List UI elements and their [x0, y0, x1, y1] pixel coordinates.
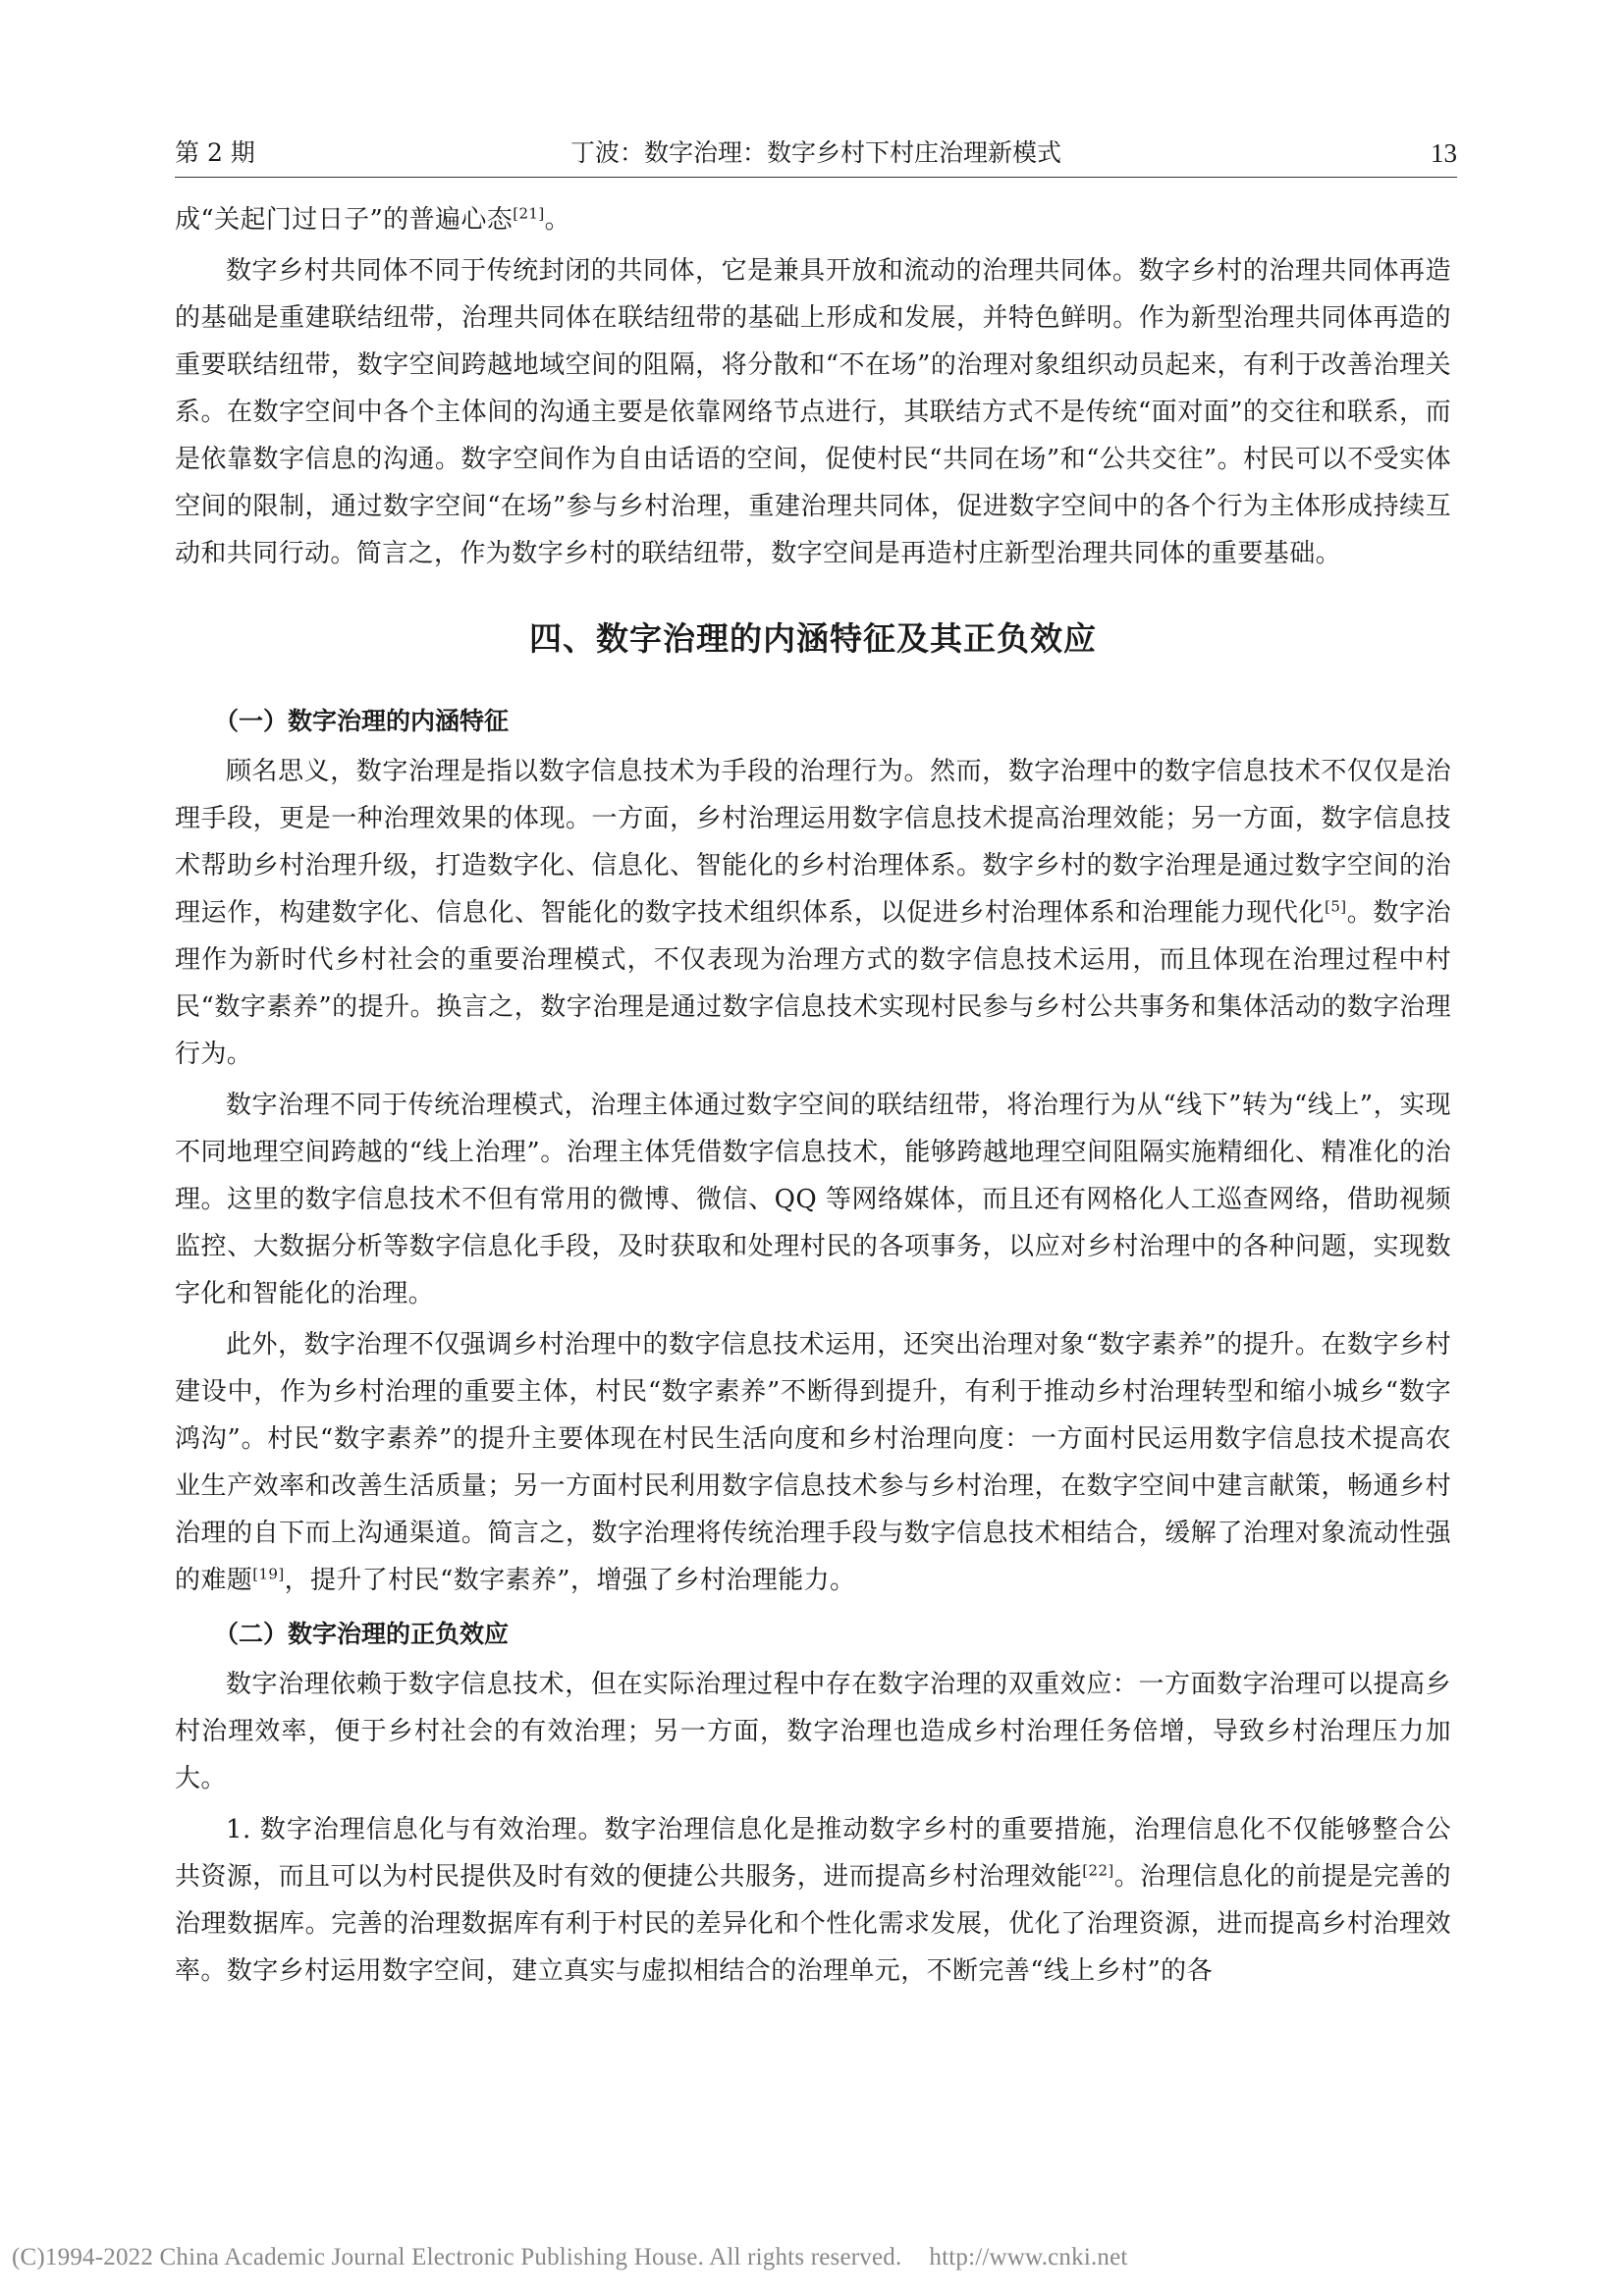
cnki-url: http://www.cnki.net	[929, 2244, 1128, 2270]
paragraph-informatization	[175, 1806, 1451, 1995]
citation-19: [19]	[252, 1565, 285, 1583]
paragraph-informatization-text-2: 。治理信息化的前提是完善的治理数据库。完善的治理数据库有利于村民的差异化和个性化需求发展，优化了治理资源，进而提高乡村治理效率。数字乡村运用数字空间，建立真实与虚拟相结合的治理单元，不断完善“线上乡村”的各	[175, 1862, 1451, 1986]
subsection-title-1: （一）数字治理的内涵特征	[214, 707, 510, 735]
copyright-notice: (C)1994-2022 China Academic Journal Electronic Publishing House. All rights reserved.	[12, 2244, 902, 2270]
paragraph-literacy	[175, 1321, 1451, 1604]
paragraph-literacy-text-1: 此外，数字治理不仅强调乡村治理中的数字信息技术运用，还突出治理对象“数字素养”的提升。在数字乡村建设中，作为乡村治理的重要主体，村民“数字素养”不断得到提升，有利于推动乡村治理转型和缩小城乡“数字鸿沟”。村民“数字素养”的提升主要体现在村民生活向度和乡村治理向度：一方面村民运用数字信息技术提高农业生产效率和改善生活质量；另一方面村民利用数字信息技术参与乡村治理，在数字空间中建言献策，畅通乡村治理的自下而上沟通渠道。简言之，数字治理将传统治理手段与数字信息技术相结合，缓解了治理对象流动性强的难题	[175, 1330, 1451, 1595]
section-title: 四、数字治理的内涵特征及其正负效应	[529, 619, 1097, 658]
paragraph-literacy-text-2: ，提升了村民“数字素养”，增强了乡村治理能力。	[284, 1566, 856, 1595]
header-rule	[175, 177, 1457, 178]
continuation-text: 成“关起门过日子”的普遍心态	[175, 205, 514, 235]
paragraph-meaning	[175, 748, 1451, 1078]
running-header	[175, 133, 1457, 173]
citation-22: [22]	[1082, 1861, 1114, 1880]
continuation-paragraph	[175, 196, 1451, 243]
continuation-end: 。	[544, 205, 570, 235]
footer-copyright	[12, 2244, 1128, 2271]
paragraph-community: 数字乡村共同体不同于传统封闭的共同体，它是兼具开放和流动的治理共同体。数字乡村的治理共同体再造的基础是重建联结纽带，治理共同体在联结纽带的基础上形成和发展，并特色鲜明。作为新型治理共同体再造的重要联结纽带，数字空间跨越地域空间的阻隔，将分散和“不在场”的治理对象组织动员起来，有利于改善治理关系。在数字空间中各个主体间的沟通主要是依靠网络节点进行，其联结方式不是传统“面对面”的交往和联系，而是依靠数字信息的沟通。数字空间作为自由话语的空间，促使村民“共同在场”和“公共交往”。村民可以不受实体空间的限制，通过数字空间“在场”参与乡村治理，重建治理共同体，促进数字空间中的各个行为主体形成持续互动和共同行动。简言之，作为数字乡村的联结纽带，数字空间是再造村庄新型治理共同体的重要基础。	[175, 256, 1451, 568]
paragraph-online: 数字治理不同于传统治理模式，治理主体通过数字空间的联结纽带，将治理行为从“线下”转为“线上”，实现不同地理空间跨越的“线上治理”。治理主体凭借数字信息技术，能够跨越地理空间阻隔实施精细化、精准化的治理。这里的数字信息技术不但有常用的微博、微信、QQ 等网络媒体，而且还有网格化人工巡查网络，借助视频监控、大数据分析等数字信息化手段，及时获取和处理村民的各项事务，以应对乡村治理中的各种问题，实现数字化和智能化的治理。	[175, 1091, 1451, 1308]
article-body	[175, 196, 1451, 1995]
paragraph-effects: 数字治理依赖于数字信息技术，但在实际治理过程中存在数字治理的双重效应：一方面数字治理可以提高乡村治理效率，便于乡村社会的有效治理；另一方面，数字治理也造成乡村治理任务倍增，导致乡村治理压力加大。	[175, 1670, 1451, 1793]
page-number: 13	[1431, 138, 1457, 168]
citation-5: [5]	[1325, 897, 1347, 916]
citation-21: [21]	[513, 204, 545, 223]
running-title: 丁波：数字治理：数字乡村下村庄治理新模式	[569, 138, 1061, 167]
subsection-title-2: （二）数字治理的正负效应	[214, 1620, 510, 1648]
paragraph-informatization-text-1: 1. 数字治理信息化与有效治理。数字治理信息化是推动数字乡村的重要措施，治理信息化不仅能够整合公共资源，而且可以为村民提供及时有效的便捷公共服务，进而提高乡村治理效能	[175, 1815, 1451, 1892]
paragraph-meaning-text-2: 。数字治理作为新时代乡村社会的重要治理模式，不仅表现为治理方式的数字信息技术运用，而且体现在治理过程中村民“数字素养”的提升。换言之，数字治理是通过数字信息技术实现村民参与乡村公共事务和集体活动的数字治理行为。	[175, 898, 1451, 1069]
paragraph-meaning-text-1: 顾名思义，数字治理是指以数字信息技术为手段的治理行为。然而，数字治理中的数字信息技术不仅仅是治理手段，更是一种治理效果的体现。一方面，乡村治理运用数字信息技术提高治理效能；另一方面，数字信息技术帮助乡村治理升级，打造数字化、信息化、智能化的乡村治理体系。数字乡村的数字治理是通过数字空间的治理运作，构建数字化、信息化、智能化的数字技术组织体系，以促进乡村治理体系和治理能力现代化	[175, 757, 1451, 928]
issue-number: 第 2 期	[175, 138, 255, 167]
